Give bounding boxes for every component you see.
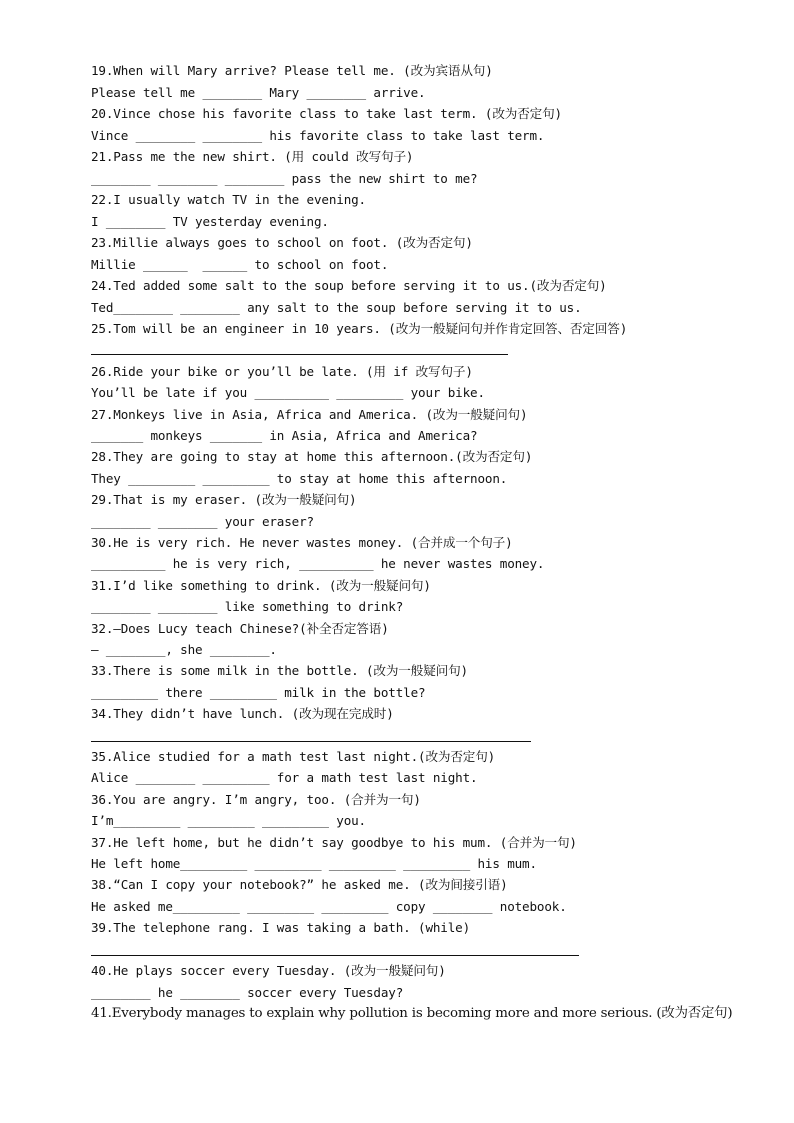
answer-line-31: ________ ________ like something to drink? xyxy=(91,599,404,614)
question-34: 34.They didn’t have lunch. (改为现在完成时) xyxy=(91,706,394,721)
answer-line-36: I’m_________ _________ _________ you. xyxy=(91,813,366,828)
answer-line-26: You’ll be late if you __________ _________ your bike. xyxy=(91,385,485,400)
answer-line-23: Millie ______ ______ to school on foot. xyxy=(91,257,389,272)
question-32: 32.—Does Lucy teach Chinese?(补全否定答语) xyxy=(91,621,389,636)
answer-line-24: Ted________ ________ any salt to the soup before serving it to us. xyxy=(91,300,582,315)
answer-line-33: _________ there _________ milk in the bottle? xyxy=(91,685,426,700)
answer-line-32: — ________, she ________. xyxy=(91,642,277,657)
question-25: 25.Tom will be an engineer in 10 years. (改为一般疑问句并作肯定回答、否定回答) xyxy=(91,321,628,336)
question-26: 26.Ride your bike or you’ll be late. (用 if 改写句子) xyxy=(91,364,473,379)
question-33: 33.There is some milk in the bottle. (改为一般疑问句) xyxy=(91,663,468,678)
answer-rule-39 xyxy=(91,955,579,956)
answer-line-19: Please tell me ________ Mary ________ arrive. xyxy=(91,85,426,100)
question-37: 37.He left home, but he didn’t say goodbye to his mum. (合并为一句) xyxy=(91,835,577,850)
question-36: 36.You are angry. I’m angry, too. (合并为一句) xyxy=(91,792,421,807)
answer-line-22: I ________ TV yesterday evening. xyxy=(91,214,329,229)
answer-line-21: ________ ________ ________ pass the new shirt to me? xyxy=(91,171,478,186)
answer-line-40: ________ he ________ soccer every Tuesday? xyxy=(91,985,404,1000)
answer-line-38: He asked me_________ _________ _________ copy ________ notebook. xyxy=(91,899,567,914)
question-22: 22.I usually watch TV in the evening. xyxy=(91,192,366,207)
question-39: 39.The telephone rang. I was taking a bath. (while) xyxy=(91,920,471,935)
answer-line-20: Vince ________ ________ his favorite class to take last term. xyxy=(91,128,545,143)
answer-line-28: They _________ _________ to stay at home this afternoon. xyxy=(91,471,508,486)
question-24: 24.Ted added some salt to the soup before serving it to us.(改为否定句) xyxy=(91,278,607,293)
question-23: 23.Millie always goes to school on foot. (改为否定句) xyxy=(91,235,473,250)
question-38: 38.“Can I copy your notebook?” he asked me. (改为间接引语) xyxy=(91,877,508,892)
answer-line-35: Alice ________ _________ for a math test last night. xyxy=(91,770,478,785)
answer-line-30: __________ he is very rich, __________ he never wastes money. xyxy=(91,556,545,571)
question-29: 29.That is my eraser. (改为一般疑问句) xyxy=(91,492,357,507)
question-30: 30.He is very rich. He never wastes money. (合并成一个句子) xyxy=(91,535,513,550)
answer-line-29: ________ ________ your eraser? xyxy=(91,514,314,529)
question-41: 41.Everybody manages to explain why pollution is becoming more and more serious. (改为否定句) xyxy=(91,1006,733,1021)
question-19: 19.When will Mary arrive? Please tell me. (改为宾语从句) xyxy=(91,63,493,78)
answer-line-37: He left home_________ _________ _________ _________ his mum. xyxy=(91,856,537,871)
question-35: 35.Alice studied for a math test last night.(改为否定句) xyxy=(91,749,496,764)
question-28: 28.They are going to stay at home this afternoon.(改为否定句) xyxy=(91,449,533,464)
answer-rule-34 xyxy=(91,741,531,742)
question-40: 40.He plays soccer every Tuesday. (改为一般疑问句) xyxy=(91,963,446,978)
question-31: 31.I’d like something to drink. (改为一般疑问句) xyxy=(91,578,431,593)
answer-rule-25 xyxy=(91,354,508,355)
question-20: 20.Vince chose his favorite class to take last term. (改为否定句) xyxy=(91,106,562,121)
question-27: 27.Monkeys live in Asia, Africa and America. (改为一般疑问句) xyxy=(91,407,528,422)
question-21: 21.Pass me the new shirt. (用 could 改写句子) xyxy=(91,149,414,164)
answer-line-27: _______ monkeys _______ in Asia, Africa and America? xyxy=(91,428,478,443)
